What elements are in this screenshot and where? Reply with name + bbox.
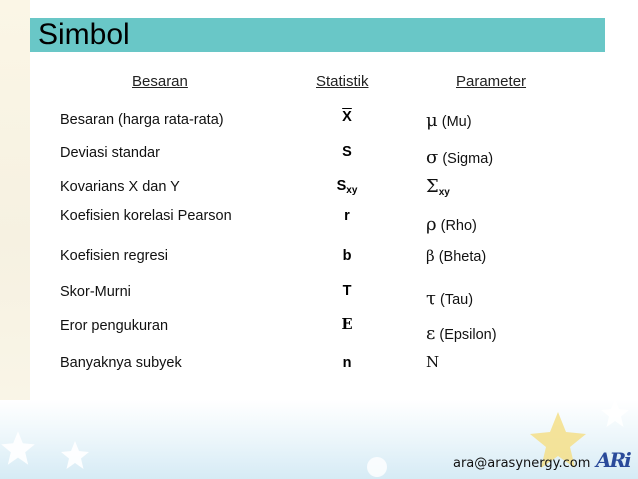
beta-symbol: β bbox=[426, 247, 435, 265]
star-decoration-icon bbox=[600, 398, 630, 428]
sigma-symbol: σ bbox=[426, 147, 439, 168]
cell-parameter bbox=[426, 323, 497, 344]
cell-parameter bbox=[426, 147, 493, 168]
header-statistik: Statistik bbox=[316, 73, 369, 90]
parameter-name: (Epsilon) bbox=[439, 327, 497, 343]
statistik-subscript: xy bbox=[346, 185, 358, 196]
cell-statistik: n bbox=[342, 355, 352, 371]
company-logo: ARi bbox=[596, 448, 630, 472]
page-title: Simbol bbox=[38, 18, 130, 51]
cell-besaran: Banyaknya subyek bbox=[60, 355, 182, 371]
parameter-name: (Mu) bbox=[441, 114, 472, 130]
circle-decoration-icon bbox=[365, 455, 389, 479]
cell-parameter bbox=[426, 288, 473, 309]
cell-besaran: Kovarians X dan Y bbox=[60, 179, 180, 195]
cell-parameter bbox=[426, 353, 439, 371]
parameter-name: (Sigma) bbox=[442, 151, 494, 167]
cell-besaran: Besaran (harga rata-rata) bbox=[60, 112, 224, 128]
cell-parameter bbox=[426, 110, 472, 131]
capital-sigma-symbol: Σ bbox=[426, 176, 439, 197]
cell-statistik: S bbox=[342, 144, 352, 160]
cell-statistik: r bbox=[344, 208, 350, 224]
header-parameter: Parameter bbox=[456, 73, 527, 90]
cell-parameter bbox=[426, 176, 450, 198]
table-row bbox=[0, 349, 638, 379]
cell-statistik bbox=[326, 178, 368, 196]
table-row bbox=[0, 278, 638, 308]
cell-besaran: Koefisien korelasi Pearson bbox=[60, 208, 232, 224]
cell-parameter bbox=[426, 214, 477, 235]
cell-parameter bbox=[426, 247, 486, 265]
cell-besaran: Deviasi standar bbox=[60, 145, 160, 161]
cell-statistik: Ε bbox=[341, 316, 353, 333]
table-row bbox=[0, 140, 638, 170]
parameter-name: (Rho) bbox=[440, 218, 477, 234]
table-row bbox=[0, 174, 638, 204]
header-besaran: Besaran bbox=[132, 73, 188, 90]
star-decoration-icon bbox=[0, 430, 36, 466]
nu-symbol: Ν bbox=[426, 353, 440, 371]
parameter-name: (Tau) bbox=[440, 292, 474, 308]
mu-symbol: μ bbox=[426, 110, 438, 131]
cell-statistik: b bbox=[342, 248, 352, 264]
parameter-subscript: xy bbox=[438, 187, 450, 198]
footer-email: ara@arasynergy.com bbox=[453, 456, 591, 471]
parameter-name: (Bheta) bbox=[438, 249, 487, 265]
cell-statistik: $\overline{X}$ bbox=[342, 109, 352, 125]
table-row bbox=[0, 243, 638, 273]
epsilon-symbol: ε bbox=[426, 323, 436, 344]
statistik-symbol: S bbox=[336, 178, 347, 194]
cell-besaran: Koefisien regresi bbox=[60, 248, 168, 264]
table-row bbox=[0, 313, 638, 343]
cell-besaran: Eror pengukuran bbox=[60, 318, 169, 334]
rho-symbol: ρ bbox=[426, 214, 437, 235]
tau-symbol: τ bbox=[426, 288, 436, 309]
cell-besaran: Skor-Murni bbox=[60, 284, 131, 300]
table-row bbox=[0, 204, 638, 234]
star-decoration-icon bbox=[60, 440, 90, 470]
cell-statistik: T bbox=[342, 283, 352, 299]
table-row bbox=[0, 106, 638, 136]
